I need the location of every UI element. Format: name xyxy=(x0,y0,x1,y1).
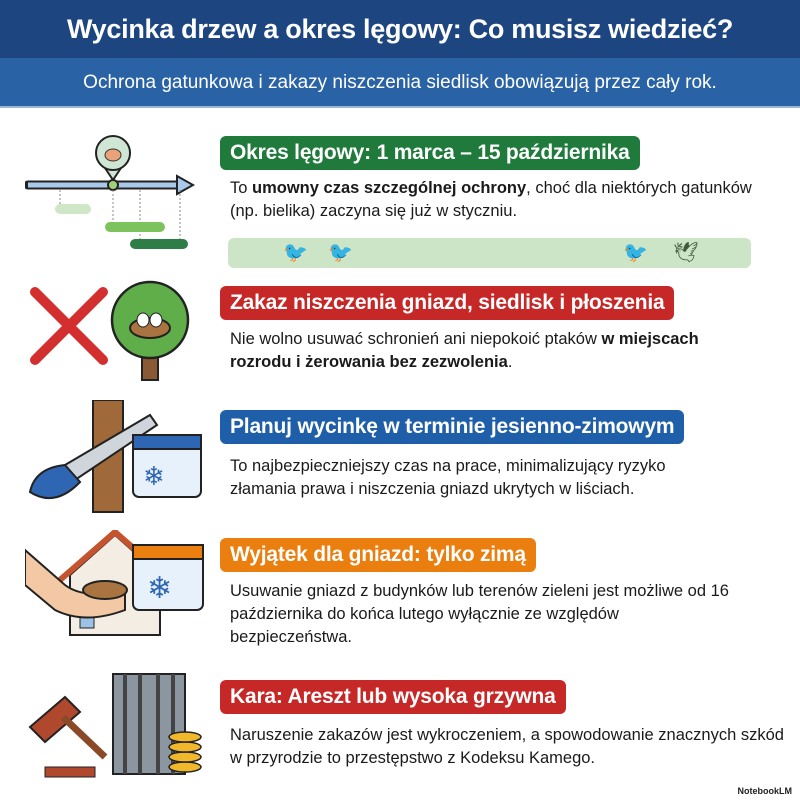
section-text: Usuwanie gniazd z budynków lub terenów zieleni jest możliwe od 16 października do końca lutego wyłącznie ze względów bezpieczeństwa. xyxy=(230,582,729,646)
bird-icon: 🐦 xyxy=(283,242,308,264)
svg-text:❄: ❄ xyxy=(143,461,165,491)
section-title: Okres lęgowy: 1 marca – 15 października xyxy=(220,136,640,170)
section-title: Kara: Areszt lub wysoka grzywna xyxy=(220,680,566,714)
no-nest-destruction-icon xyxy=(25,280,205,385)
section-title: Zakaz niszczenia gniazd, siedlisk i płoszenia xyxy=(220,286,674,320)
section-breeding-season xyxy=(0,130,800,270)
section-penalty xyxy=(0,672,800,792)
section-text: Nie wolno usuwać schronień ani niepokoić ptaków w miejscach rozrodu i żerowania bez zezwolenia. xyxy=(230,330,699,371)
page-title: Wycinka drzew a okres lęgowy: Co musisz wiedzieć? xyxy=(0,0,800,58)
section-plan-cutting xyxy=(0,400,800,515)
bird-icon: 🐦 xyxy=(623,242,648,264)
birds-band xyxy=(228,238,751,268)
section-text: To najbezpieczniejszy czas na prace, minimalizujący ryzyko złamania prawa i niszczenia gniazd ukrytych w liściach. xyxy=(230,457,666,498)
section-nest-ban xyxy=(0,280,800,390)
section-title: Planuj wycinkę w terminie jesienno-zimowym xyxy=(220,410,684,444)
section-text: To umowny czas szczególnej ochrony, choć dla niektórych gatunków (np. bielika) zaczyna się już w styczniu. xyxy=(230,179,752,220)
bird-icon: 🐦 xyxy=(328,242,353,264)
svg-text:❄: ❄ xyxy=(147,572,173,605)
gavel-prison-coins-icon xyxy=(25,672,210,787)
bird-icon: 🕊 xyxy=(673,242,699,264)
footer-brand: NotebookLM xyxy=(737,786,792,796)
section-winter-exception xyxy=(0,530,800,655)
chainsaw-calendar-icon xyxy=(25,400,210,515)
section-text: Naruszenie zakazów jest wykroczeniem, a spowodowanie znacznych szkód w przyrodzie to przestępstwo z Kodeksu Kamego. xyxy=(230,726,784,767)
page-subtitle: Ochrona gatunkowa i zakazy niszczenia siedlisk obowiązują przez cały rok. xyxy=(0,58,800,108)
house-nest-snow-icon xyxy=(25,530,210,640)
timeline-bird-icon xyxy=(25,130,210,250)
section-title: Wyjątek dla gniazd: tylko zimą xyxy=(220,538,536,572)
